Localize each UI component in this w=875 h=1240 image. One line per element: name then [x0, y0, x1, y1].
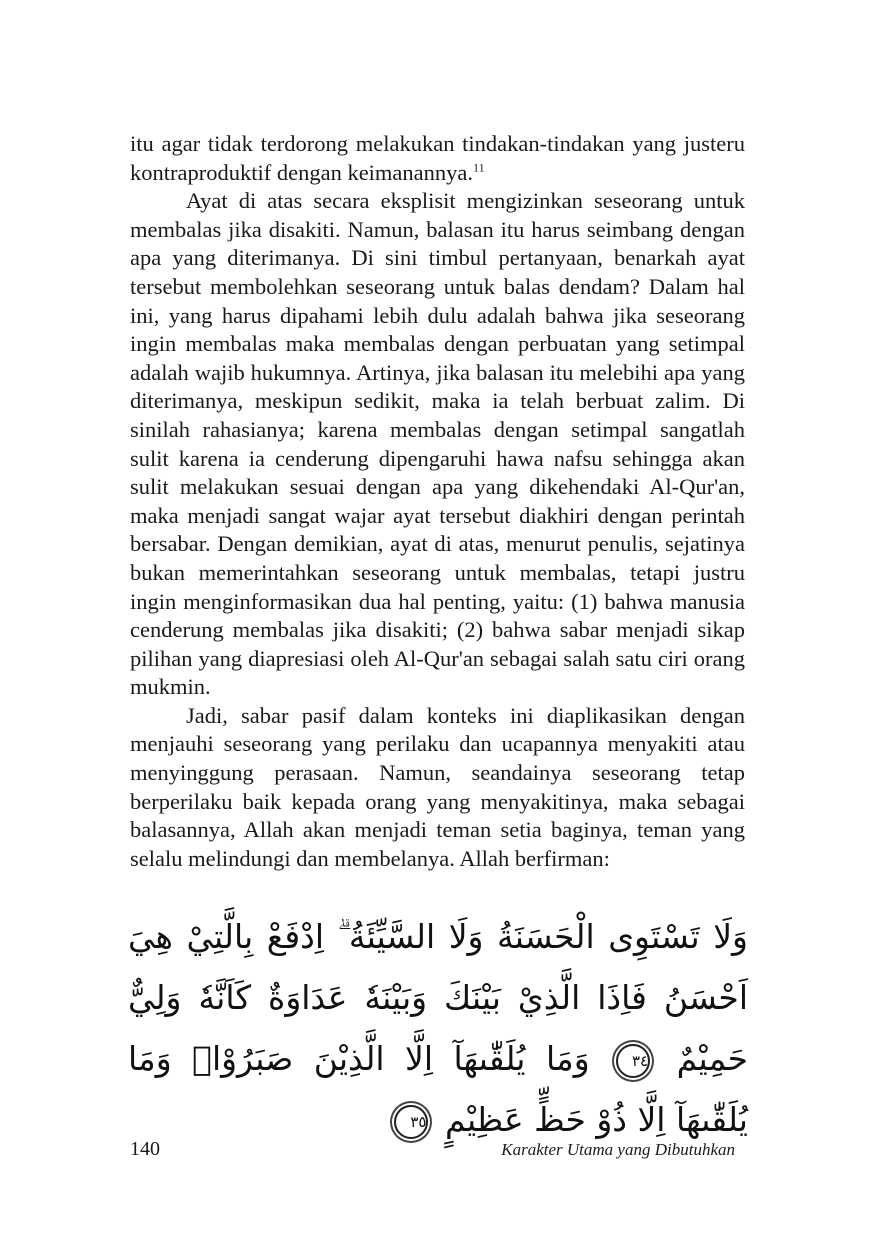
ayah-number-35: ٣٥	[394, 1105, 428, 1139]
quran-verse-35: وَمَا يُلَقّٰىهَآ اِلَّا الَّذِيْنَ صَبَرُوْاۚ وَمَا يُلَقّٰىهَآ اِلَّا ذُوْ حَظٍّ عَظِيْمٍ	[128, 1039, 748, 1139]
paragraph-1	[130, 130, 745, 187]
running-title: Karakter Utama yang Dibutuhkan	[501, 1140, 735, 1159]
paragraph-3: Jadi, sabar pasif dalam konteks ini diaplikasikan dengan menjauhi seseorang yang perilaku dan ucapannya menyakiti atau menyinggung perasaan. Namun, seandainya seseorang tetap berperilaku baik kepada orang yang menyakitinya, maka sebagai balasannya, Allah akan menjadi teman setia baginya, teman yang selalu melindungi dan membelanya. Allah berfirman:	[130, 702, 745, 871]
quran-verse-block	[128, 906, 748, 1150]
quran-verse-34: وَلَا تَسْتَوِى الْحَسَنَةُ وَلَا السَّيِّئَةُ ۗ اِدْفَعْ بِالَّتِيْ هِيَ اَحْسَنُ فَاِذَا الَّذِيْ بَيْنَكَ وَبَيْنَهٗ عَدَاوَةٌ كَاَنَّهٗ وَلِيٌّ حَمِيْمٌ	[128, 917, 748, 1078]
body-text	[130, 130, 745, 873]
page-number: 140	[130, 1138, 160, 1160]
paragraph-1-text: itu agar tidak terdorong melakukan tindakan-tindakan yang justeru kontraproduktif dengan keimanannya.	[130, 131, 745, 185]
footnote-marker[interactable]: 11	[473, 160, 485, 175]
paragraph-2: Ayat di atas secara eksplisit mengizinkan seseorang untuk membalas jika disakiti. Namun, balasan itu harus seimbang dengan apa yang diterimanya. Di sini timbul pertanyaan, benarkah ayat tersebut membolehkan seseorang untuk balas dendam? Dalam hal ini, yang harus dipahami lebih dulu adalah bahwa jika seseorang ingin membalas maka membalas dengan perbuatan yang setimpal adalah wajib hukumnya. Artinya, jika balasan itu melebihi apa yang diterimanya, meskipun sedikit, maka ia telah berbuat zalim. Di sinilah rahasianya; karena membalas dengan setimpal sangatlah sulit karena ia cenderung dipengaruhi hawa nafsu sehingga akan sulit melakukan sesuai dengan apa yang dikehendaki Al-Qur'an, maka menjadi sangat wajar ayat tersebut diakhiri dengan perintah bersabar. Dengan demikian, ayat di atas, menurut penulis, sejatinya bukan memerintahkan seseorang untuk membalas, tetapi justru ingin menginformasikan dua hal penting, yaitu: (1) bahwa manusia cenderung membalas jika disakiti; (2) bahwa sabar menjadi sikap pilihan yang diapresiasi oleh Al-Qur'an sebagai salah satu ciri orang mukmin.	[130, 188, 745, 700]
ayah-number-34: ٣٤	[616, 1044, 650, 1078]
